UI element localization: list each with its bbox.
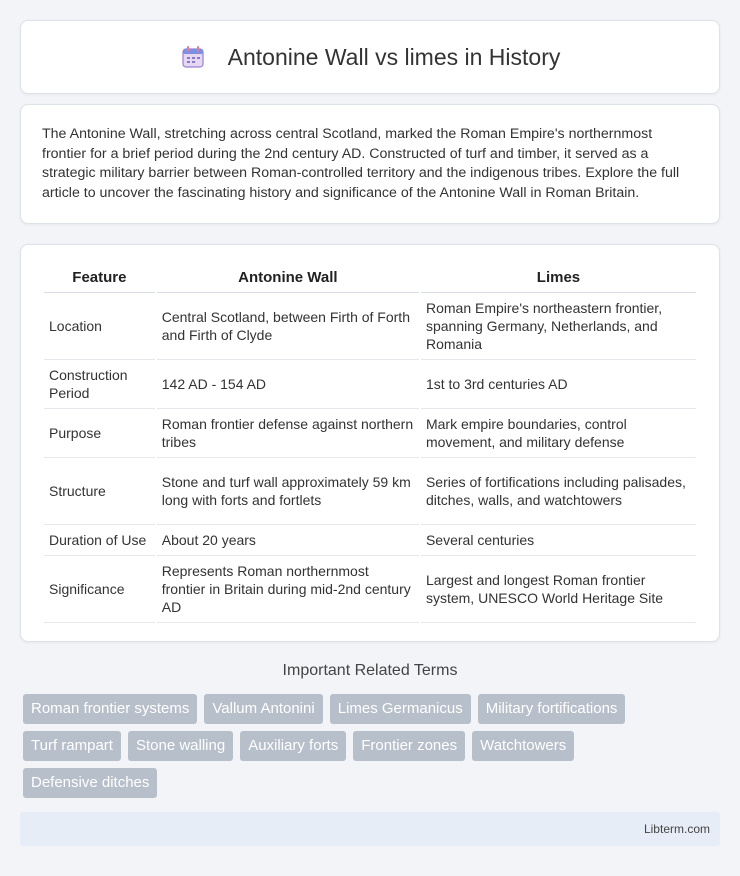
- table-cell: Location: [44, 293, 155, 360]
- related-terms-list: [23, 694, 703, 798]
- related-term-tag[interactable]: Vallum Antonini: [204, 694, 322, 724]
- intro-text: The Antonine Wall, stretching across central Scotland, marked the Roman Empire's northernmost frontier for a brief period during the 2nd century AD. Constructed of turf and timber, it served as a strategic military barrier between Roman-controlled territory and the indigenous tribes. Explore the full article to uncover the fascinating history and significance of the Antonine Wall in Roman Britain.: [42, 126, 680, 201]
- table-cell: Stone and turf wall approximately 59 km long with forts and fortlets: [157, 458, 419, 525]
- table-cell: 142 AD - 154 AD: [157, 360, 419, 409]
- related-term-tag[interactable]: Turf rampart: [23, 731, 121, 761]
- table-cell: Mark empire boundaries, control movement, and military defense: [421, 409, 696, 458]
- related-term-tag[interactable]: Watchtowers: [472, 731, 574, 761]
- table-cell: Series of fortifications including palisades, ditches, walls, and watchtowers: [421, 458, 696, 525]
- page-title: Antonine Wall vs limes in History: [227, 43, 561, 70]
- related-terms-title: Important Related Terms: [282, 662, 458, 679]
- table-cell: Duration of Use: [44, 525, 155, 556]
- table-cell: Several centuries: [421, 525, 696, 556]
- related-term-tag[interactable]: Defensive ditches: [23, 768, 157, 798]
- table-row: [44, 360, 696, 409]
- comparison-table-card: [20, 244, 720, 642]
- table-cell: Represents Roman northernmost frontier in Britain during mid-2nd century AD: [157, 556, 419, 623]
- column-header-feature: Feature: [44, 263, 155, 293]
- header-card: [20, 20, 720, 94]
- intro-card: [20, 104, 720, 224]
- table-cell: Structure: [44, 458, 155, 525]
- calendar-icon: [180, 44, 206, 70]
- column-header-antonine-wall: Antonine Wall: [157, 263, 419, 293]
- related-term-tag[interactable]: Auxiliary forts: [240, 731, 346, 761]
- table-row: [44, 458, 696, 525]
- related-term-tag[interactable]: Roman frontier systems: [23, 694, 197, 724]
- related-term-tag[interactable]: Frontier zones: [353, 731, 465, 761]
- table-cell: 1st to 3rd centuries AD: [421, 360, 696, 409]
- table-row: [44, 409, 696, 458]
- table-cell: Roman Empire's northeastern frontier, spanning Germany, Netherlands, and Romania: [421, 293, 696, 360]
- related-term-tag[interactable]: Military fortifications: [478, 694, 626, 724]
- footer-site-link[interactable]: Libterm.com: [643, 822, 710, 836]
- related-term-tag[interactable]: Limes Germanicus: [330, 694, 471, 724]
- table-cell: Roman frontier defense against northern tribes: [157, 409, 419, 458]
- table-row: [44, 293, 696, 360]
- comparison-table: [42, 263, 698, 623]
- table-cell: Purpose: [44, 409, 155, 458]
- table-cell: Largest and longest Roman frontier system, UNESCO World Heritage Site: [421, 556, 696, 623]
- table-cell: Significance: [44, 556, 155, 623]
- table-cell: Central Scotland, between Firth of Forth and Firth of Clyde: [157, 293, 419, 360]
- table-header-row: [44, 263, 696, 293]
- table-row: [44, 556, 696, 623]
- related-term-tag[interactable]: Stone walling: [128, 731, 233, 761]
- table-cell: About 20 years: [157, 525, 419, 556]
- table-cell: Construction Period: [44, 360, 155, 409]
- column-header-limes: Limes: [421, 263, 696, 293]
- footer: [20, 812, 720, 846]
- table-row: [44, 525, 696, 556]
